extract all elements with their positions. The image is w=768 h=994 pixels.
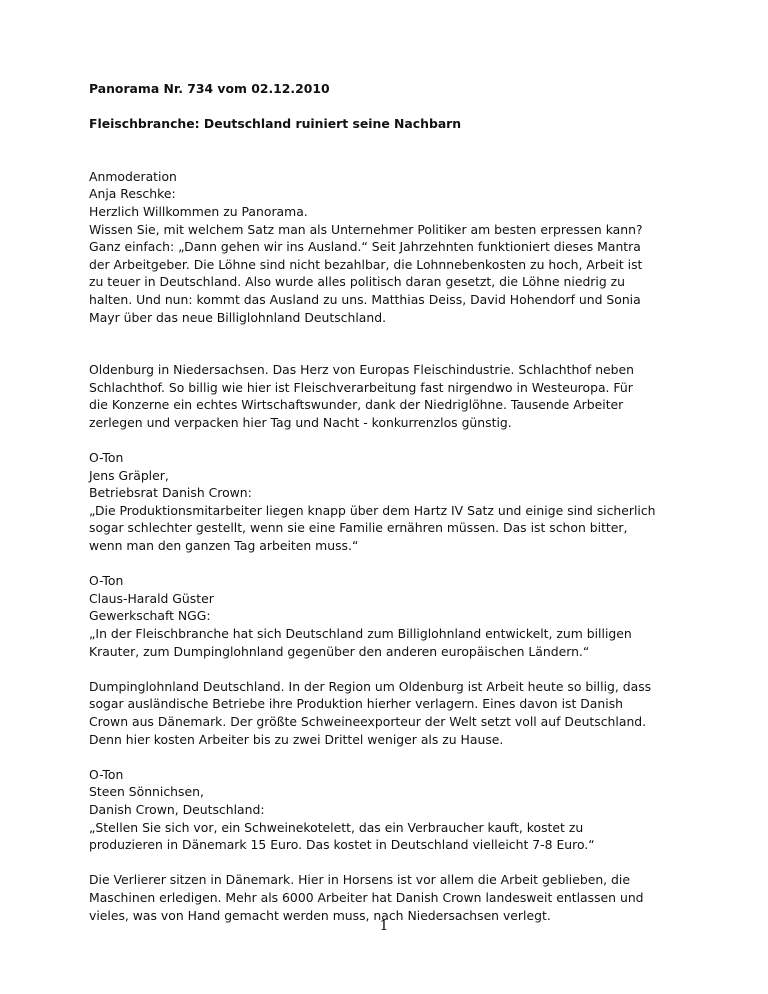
oton-label: O-Ton (89, 450, 124, 466)
spacer (89, 660, 689, 678)
body-paragraph (89, 678, 689, 748)
speaker-name: Jens Gräpler, (89, 467, 169, 483)
text-line: Herzlich Willkommen zu Panorama. (89, 203, 308, 219)
speaker-name: Anja Reschke: (89, 186, 176, 202)
oton-block (89, 449, 689, 555)
text-line: Mayr über das neue Billiglohnland Deutschland. (89, 309, 387, 325)
text-line: vieles, was von Hand gemacht werden muss, nach Niedersachsen verlegt. (89, 907, 551, 923)
page-number: 1 (379, 918, 389, 934)
text-line: Dumpinglohnland Deutschland. In der Region um Oldenburg ist Arbeit heute so billig, dass (89, 678, 652, 694)
spacer (89, 748, 689, 766)
text-line: Denn hier kosten Arbeiter bis zu zwei Drittel weniger als zu Hause. (89, 731, 504, 747)
text-line: Schlachthof. So billig wie hier ist Fleischverarbeitung fast nirgendwo in Westeuropa. Für (89, 379, 633, 395)
speaker-role: Betriebsrat Danish Crown: (89, 485, 252, 501)
quote-line: produzieren in Dänemark 15 Euro. Das kostet in Deutschland vielleicht 7-8 Euro.“ (89, 837, 595, 853)
text-line: Ganz einfach: „Dann gehen wir ins Ausland.“ Seit Jahrzehnten funktioniert dieses Mantra (89, 239, 641, 255)
text-line: Wissen Sie, mit welchem Satz man als Unternehmer Politiker am besten erpressen kann? (89, 221, 643, 237)
document-page (89, 80, 689, 924)
quote-line: Krauter, zum Dumpinglohnland gegenüber den anderen europäischen Ländern.“ (89, 643, 590, 659)
text-line: die Konzerne ein echtes Wirtschaftswunder, dank der Niedriglöhne. Tausende Arbeiter (89, 397, 624, 413)
oton-block (89, 572, 689, 660)
text-line: Crown aus Dänemark. Der größte Schweineexporteur der Welt setzt voll auf Deutschland. (89, 714, 647, 729)
quote-line: „Die Produktionsmitarbeiter liegen knapp über dem Hartz IV Satz und einige sind sicherlich (89, 502, 656, 518)
quote-line: „Stellen Sie sich vor, ein Schweinekotelett, das ein Verbraucher kauft, kostet zu (89, 819, 584, 835)
anmoderation-section (89, 168, 689, 326)
oton-label: O-Ton (89, 573, 124, 589)
quote-line: wenn man den ganzen Tag arbeiten muss.“ (89, 538, 359, 554)
text-line: zerlegen und verpacken hier Tag und Nacht - konkurrenzlos günstig. (89, 414, 512, 430)
text-line: Die Verlierer sitzen in Dänemark. Hier in Horsens ist vor allem die Arbeit geblieben, die (89, 872, 630, 888)
spacer (89, 432, 689, 450)
text-line: zu teuer in Deutschland. Also wurde alles politisch daran gesetzt, die Löhne niedrig zu (89, 274, 626, 290)
text-line: Oldenburg in Niedersachsen. Das Herz von Europas Fleischindustrie. Schlachthof neben (89, 362, 635, 378)
quote-line: sogar schlechter gestellt, wenn sie eine Familie ernähren müssen. Das ist schon bitter, (89, 520, 628, 536)
body-paragraph (89, 361, 689, 431)
text-line: der Arbeitgeber. Die Löhne sind nicht bezahlbar, die Lohnnebenkosten zu hoch, Arbeit ist (89, 256, 643, 272)
speaker-role: Danish Crown, Deutschland: (89, 801, 265, 817)
document-title: Panorama Nr. 734 vom 02.12.2010 (89, 81, 330, 96)
spacer (89, 326, 689, 361)
oton-block (89, 766, 689, 854)
speaker-name: Steen Sönnichsen, (89, 784, 204, 800)
spacer (89, 133, 689, 168)
text-line: Maschinen erledigen. Mehr als 6000 Arbeiter hat Danish Crown landesweit entlassen und (89, 889, 644, 905)
spacer (89, 98, 689, 116)
spacer (89, 854, 689, 872)
document-subtitle: Fleischbranche: Deutschland ruiniert seine Nachbarn (89, 116, 462, 132)
oton-label: O-Ton (89, 766, 124, 782)
quote-line: „In der Fleischbranche hat sich Deutschland zum Billiglohnland entwickelt, zum billigen (89, 626, 632, 642)
speaker-name: Claus-Harald Güster (89, 590, 214, 606)
body-paragraph (89, 871, 689, 924)
section-heading: Anmoderation (89, 168, 177, 184)
spacer (89, 555, 689, 573)
text-line: halten. Und nun: kommt das Ausland zu uns. Matthias Deiss, David Hohendorf und Sonia (89, 291, 641, 307)
speaker-role: Gewerkschaft NGG: (89, 608, 211, 624)
text-line: sogar ausländische Betriebe ihre Produktion hierher verlagern. Eines davon ist Danish (89, 696, 624, 712)
